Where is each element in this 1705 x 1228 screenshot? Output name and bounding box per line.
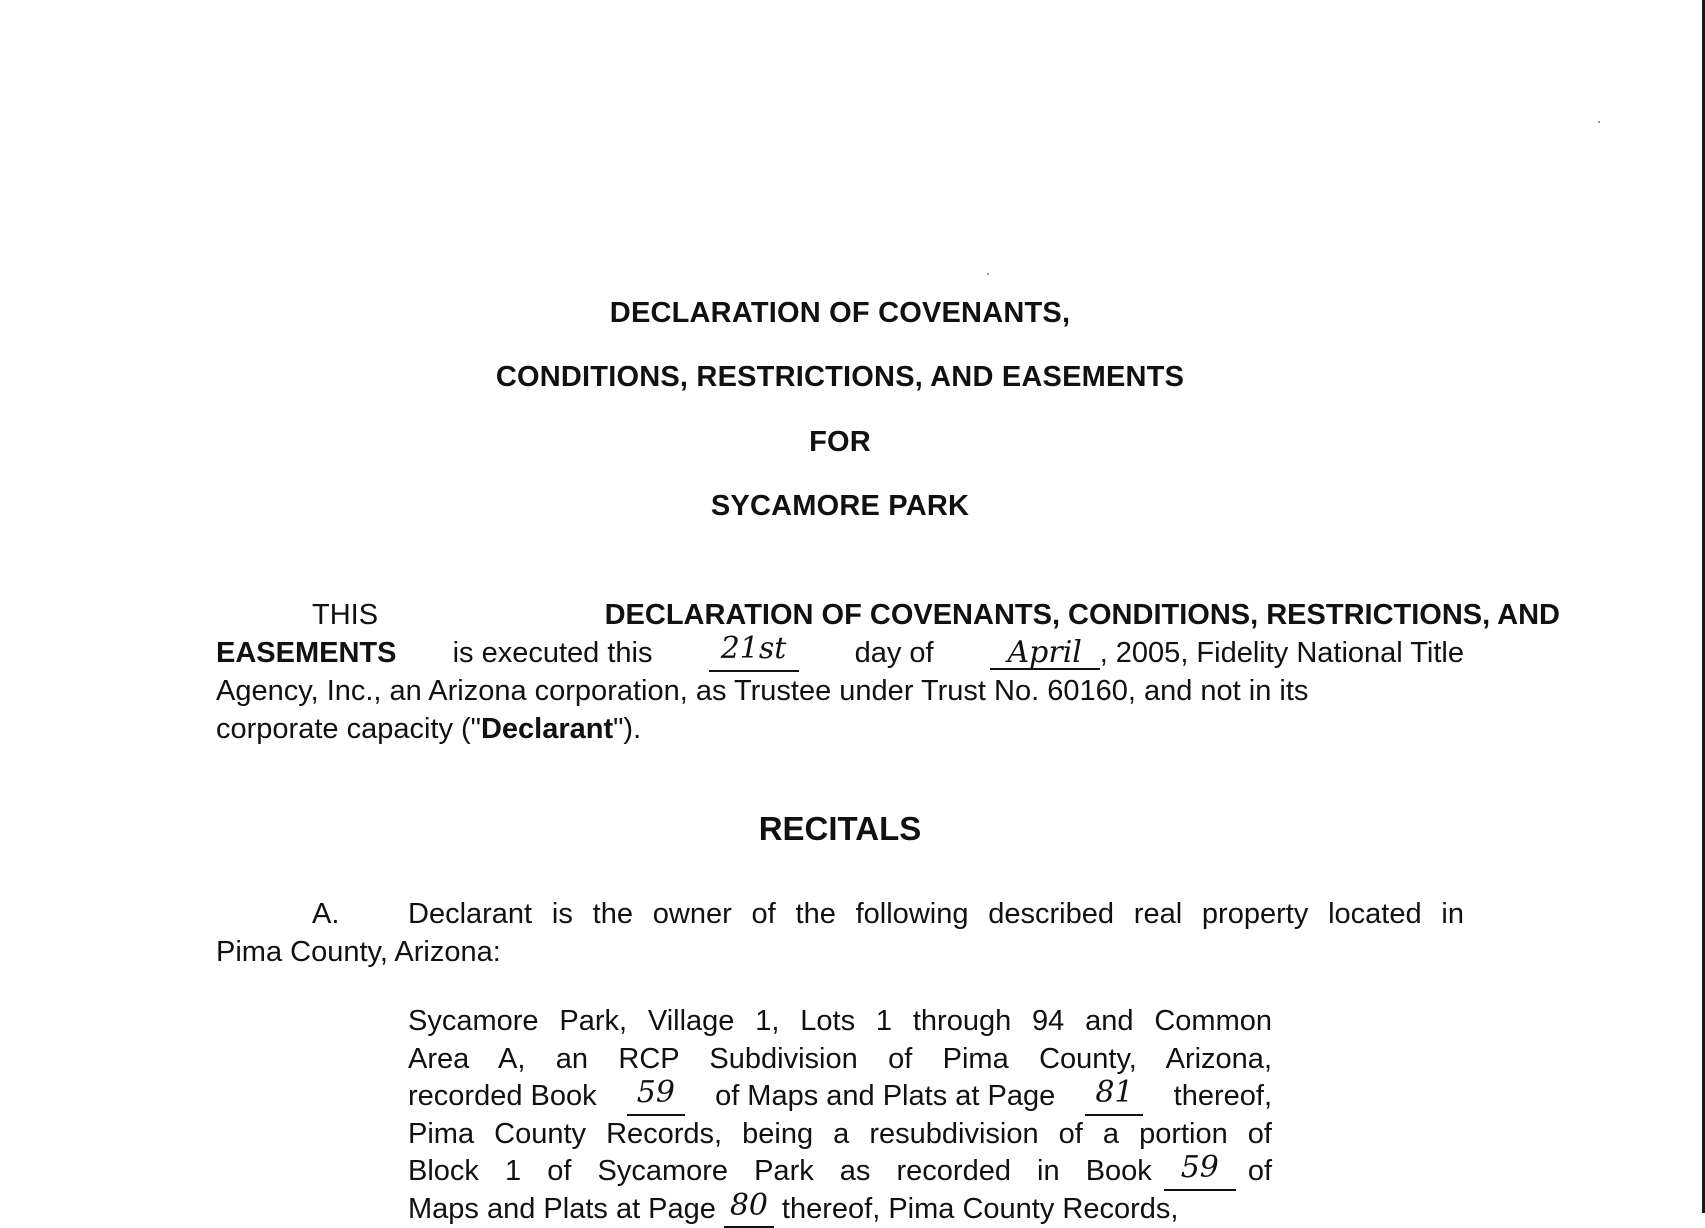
legal-line-6-a: Maps and Plats at Page [408, 1191, 716, 1228]
title-line-4: SYCAMORE PARK [0, 490, 1680, 523]
intro-bold-title-1: DECLARATION OF COVENANTS, CONDITIONS, RESTRICTIONS, AND [605, 596, 1560, 634]
title-line-2: CONDITIONS, RESTRICTIONS, AND EASEMENTS [0, 361, 1680, 394]
legal-line-4 [408, 1116, 1272, 1154]
handwritten-page-1: 81 [1085, 1078, 1143, 1116]
handwritten-page-2: 80 [724, 1191, 774, 1228]
intro-line-2 [216, 634, 1464, 672]
legal-line-3-a: recorded Book [408, 1078, 597, 1116]
legal-line-2 [408, 1041, 1272, 1079]
recital-a-line-2: Pima County, Arizona: [216, 933, 1464, 971]
legal-line-3 [408, 1078, 1272, 1116]
handwritten-day: 21st [709, 634, 799, 672]
intro-line-3 [216, 672, 1464, 710]
intro-paragraph [216, 596, 1464, 748]
title-line-1: DECLARATION OF COVENANTS, [0, 297, 1680, 330]
intro-line-4-prefix: corporate capacity (" [216, 713, 481, 745]
handwritten-book-1: 59 [627, 1078, 685, 1116]
recital-a-line-1 [216, 895, 1464, 933]
recital-a-label: A. [312, 895, 408, 933]
legal-line-6 [408, 1191, 1272, 1228]
legal-description [408, 1003, 1272, 1228]
recitals-heading: RECITALS [0, 810, 1680, 848]
legal-line-4-text: Pima County Records, being a resubdivision of a portion of [408, 1116, 1272, 1154]
intro-executed: is executed this [453, 634, 653, 672]
title-line-3: FOR [0, 426, 1680, 459]
legal-line-1-text: Sycamore Park, Village 1, Lots 1 through 94 and Common [408, 1003, 1272, 1041]
handwritten-month: April [990, 638, 1100, 670]
scan-speck [1598, 121, 1600, 123]
intro-this: THIS [312, 596, 378, 634]
legal-line-3-b: of Maps and Plats at Page [715, 1078, 1055, 1116]
legal-line-5-a: Block 1 of Sycamore Park as recorded in Book [408, 1153, 1152, 1191]
legal-line-5-b: of [1248, 1153, 1272, 1191]
intro-bold-title-2: EASEMENTS [216, 634, 396, 672]
intro-day-of: day of [855, 634, 934, 672]
recital-a-text-1: Declarant is the owner of the following described real property located in [408, 895, 1464, 933]
recital-a [216, 895, 1464, 971]
legal-line-6-b: thereof, Pima County Records, [782, 1191, 1179, 1228]
declarant-term: Declarant [481, 713, 613, 745]
scan-speck [987, 273, 989, 275]
legal-line-5 [408, 1153, 1272, 1191]
legal-line-1 [408, 1003, 1272, 1041]
legal-line-2-text: Area A, an RCP Subdivision of Pima County, Arizona, [408, 1041, 1272, 1079]
intro-line-4-suffix: "). [613, 713, 641, 745]
intro-year-party: , 2005, Fidelity National Title [1100, 637, 1464, 669]
handwritten-book-2: 59 [1164, 1153, 1236, 1191]
intro-line-4 [216, 710, 1464, 748]
intro-line-1 [216, 596, 1560, 634]
intro-line-3-text: Agency, Inc., an Arizona corporation, as Trustee under Trust No. 60160, and not in its [216, 672, 1308, 710]
legal-line-3-c: thereof, [1174, 1078, 1272, 1116]
